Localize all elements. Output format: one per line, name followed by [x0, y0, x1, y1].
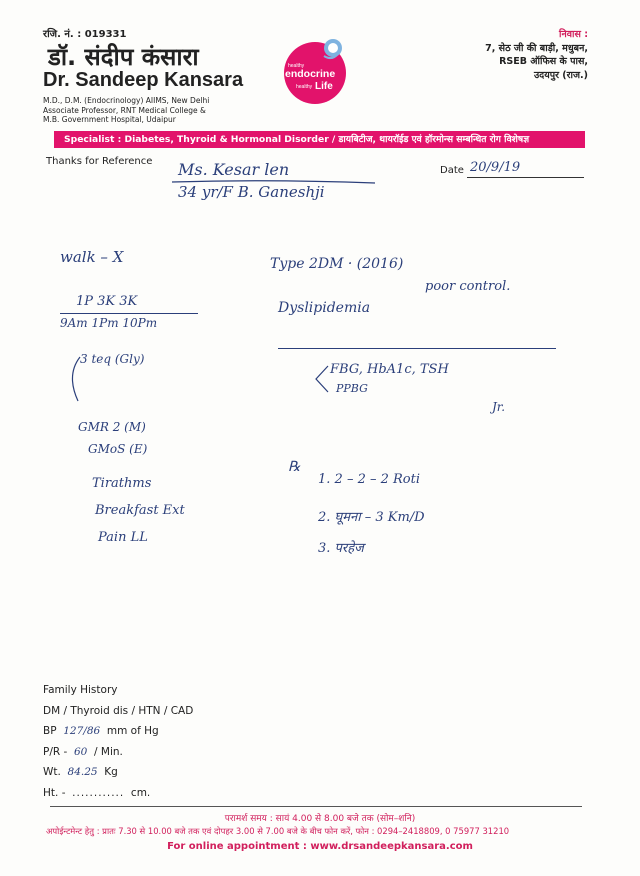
date-value: 20/9/19	[470, 160, 521, 175]
logo-main-text: endocrine	[285, 68, 336, 80]
address-heading: निवास :	[558, 29, 588, 40]
address-line: उदयपुर (राज.)	[533, 69, 588, 81]
diagnosis-line-2: Dyslipidemia	[278, 300, 371, 316]
section-divider	[278, 348, 556, 349]
address-line: RSEB ऑफिस के पास,	[499, 56, 588, 67]
dose-units: 1P 3K 3K	[76, 294, 138, 309]
address-line: 7, सेठ जी की बाड़ी, मधुबन,	[485, 42, 588, 54]
bp-value: 127/86	[63, 725, 101, 737]
tests-line-2: PPBG	[336, 382, 368, 395]
doctor-name-hindi: डॉ. संदीप कंसारा	[48, 43, 199, 71]
rx-item-1: 1. 2 – 2 – 2 Roti	[318, 472, 421, 487]
family-history-section	[43, 680, 193, 803]
logo-small-text: healthy	[288, 63, 305, 69]
dose-divider	[60, 313, 198, 314]
qualification-line: M.B. Government Hospital, Udaipur	[43, 115, 176, 124]
pulse-label: P/R -	[43, 745, 68, 758]
date-underline	[467, 177, 584, 178]
family-history-title: Family History	[43, 684, 118, 696]
footer-divider	[50, 806, 582, 807]
consultation-timing: परामर्श समय : सायं 4.00 से 8.00 बजे तक (सोम–शनि)	[224, 814, 416, 824]
registration-number: रजि. नं. : 019331	[43, 29, 127, 40]
weight-row	[43, 762, 193, 783]
gmos-note: GMoS (E)	[88, 442, 148, 456]
logo-life-text: Life	[315, 81, 333, 92]
specialist-banner: Specialist : Diabetes, Thyroid & Hormonal Disorder / डायबिटीज, थायरॉईड एवं हॉरमोन्स सम्बन्धित रोग विशेषज्ञ	[54, 131, 585, 148]
rx-item-3: 3. परहेज	[318, 541, 364, 556]
weight-unit: Kg	[104, 766, 118, 778]
weight-value: 84.25	[67, 766, 98, 778]
gmr-note: GMR 2 (M)	[78, 420, 146, 434]
initials: Jr.	[492, 400, 506, 414]
appointment-info: अपोईन्टमेन्ट हेतु : प्रातः 7.30 से 10.00 बजे तक एवं दोपहर 3.00 से 7.00 बजे के बीच फोन करें, फोन : 0294–2418809, 0 75977 31210	[46, 826, 510, 836]
tirath-note: Tirathms	[92, 476, 152, 491]
thanks-for-reference: Thanks for Reference	[46, 156, 153, 167]
bp-label: BP	[43, 725, 57, 737]
height-unit: cm.	[130, 786, 151, 799]
rx-symbol: ℞	[288, 459, 301, 475]
bp-unit: mm of Hg	[106, 725, 159, 737]
pulse-row	[43, 742, 193, 763]
qualification-line: M.D., D.M. (Endocrinology) AIIMS, New Delhi	[43, 96, 210, 105]
tests-line-1: FBG, HbA1c, TSH	[330, 362, 449, 377]
patient-details: 34 yr/F B. Ganeshji	[178, 183, 325, 201]
dose-times: 9Am 1Pm 10Pm	[60, 316, 158, 330]
height-row: Ht. - ............ cm.	[43, 786, 151, 799]
diagnosis-line-1: Type 2DM · (2016)	[270, 256, 404, 272]
breakfast-note: Breakfast Ext	[95, 503, 185, 518]
teq-note: 3 teq (Gly)	[80, 352, 145, 366]
logo-small-text: healthy	[296, 84, 313, 90]
pulse-value: 60	[73, 745, 88, 758]
diagnosis-control: poor control.	[425, 279, 511, 294]
residence-address	[485, 28, 588, 82]
doctor-name-english: Dr. Sandeep Kansara	[43, 69, 244, 91]
weight-label: Wt.	[43, 766, 61, 778]
pulse-unit: / Min.	[94, 745, 123, 758]
tests-bracket-mark	[312, 362, 332, 396]
endocrine-logo-icon	[280, 36, 350, 106]
patient-name: Ms. Kesar len	[178, 160, 290, 179]
online-appointment: For online appointment : www.drsandeepkansara.com	[167, 841, 473, 852]
rx-item-2: 2. घूमना – 3 Km/D	[318, 510, 425, 525]
bp-row	[43, 721, 193, 742]
bracket-mark	[64, 355, 84, 405]
walk-note: walk – X	[60, 248, 124, 266]
doctor-qualifications	[43, 96, 283, 125]
qualification-line: Associate Professor, RNT Medical College &	[43, 105, 206, 115]
history-conditions: DM / Thyroid dis / HTN / CAD	[43, 704, 194, 717]
date-label: Date	[440, 165, 464, 176]
pain-note: Pain LL	[98, 530, 148, 545]
height-label: Ht. -	[43, 786, 66, 799]
